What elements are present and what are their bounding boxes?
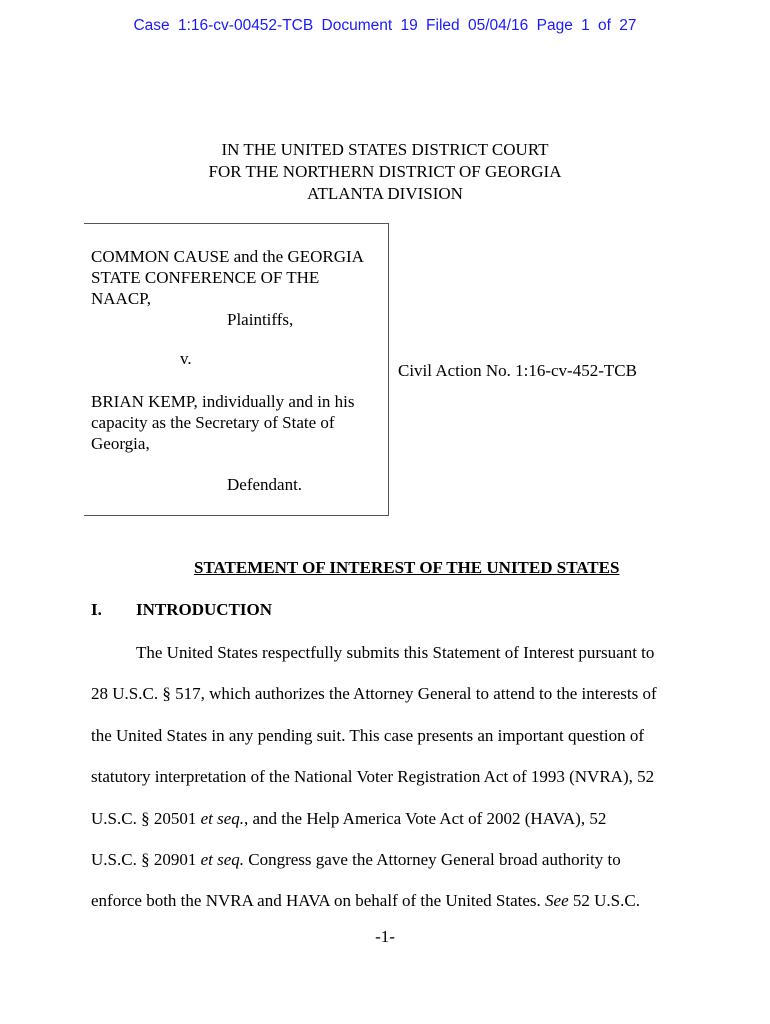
page-number: -1- <box>375 927 395 946</box>
defendant-line-3: Georgia, <box>91 434 150 453</box>
body-line-5-text-b: , and the Help America Vote Act of 2002 (HAVA), 52 <box>244 809 607 828</box>
plaintiffs-line-1: COMMON CAUSE and the GEORGIA <box>91 247 364 266</box>
body-line-1: The United States respectfully submits this Statement of Interest pursuant to <box>136 643 655 662</box>
court-name-line-1: IN THE UNITED STATES DISTRICT COURT <box>221 140 549 159</box>
body-line-7-italic: See <box>545 891 569 910</box>
body-line-6-text-b: Congress gave the Attorney General broad authority to <box>244 850 621 869</box>
plaintiffs-role: Plaintiffs, <box>227 310 294 329</box>
body-line-6-text-a: U.S.C. § 20901 <box>91 850 201 869</box>
plaintiffs-line-2: STATE CONFERENCE OF THE <box>91 268 320 287</box>
court-division: ATLANTA DIVISION <box>307 184 463 203</box>
ecf-header <box>0 17 770 35</box>
header-document-number: Document 19 <box>321 17 418 34</box>
body-line-7-text-a: enforce both the NVRA and HAVA on behalf of the United States. <box>91 891 546 910</box>
defendant-line-2: capacity as the Secretary of State of <box>91 413 335 432</box>
body-line-5-italic: et seq. <box>200 809 245 828</box>
header-filed-date: Filed 05/04/16 <box>426 17 529 34</box>
body-line-5-text-a: U.S.C. § 20501 <box>91 809 201 828</box>
body-line-3: the United States in any pending suit. This case presents an important question of <box>91 726 645 745</box>
civil-action-number: Civil Action No. 1:16-cv-452-TCB <box>398 361 637 380</box>
section-title: INTRODUCTION <box>136 600 273 619</box>
header-page-count: Page 1 of 27 <box>536 17 637 34</box>
body-line-6 <box>91 850 621 870</box>
body-line-4: statutory interpretation of the National Voter Registration Act of 1993 (NVRA), 52 <box>91 767 655 786</box>
section-number: I. <box>91 600 102 619</box>
body-line-7 <box>91 891 640 911</box>
header-case-number: Case 1:16-cv-00452-TCB <box>133 17 314 34</box>
body-line-6-italic: et seq. <box>200 850 245 869</box>
body-line-2: 28 U.S.C. § 517, which authorizes the Attorney General to attend to the interests of <box>91 684 657 703</box>
body-line-5 <box>91 809 606 829</box>
versus: v. <box>180 349 192 368</box>
defendant-role: Defendant. <box>227 475 303 494</box>
document-title: STATEMENT OF INTEREST OF THE UNITED STATES <box>194 558 620 577</box>
court-name-line-2: FOR THE NORTHERN DISTRICT OF GEORGIA <box>208 162 562 181</box>
body-line-7-text-b: 52 U.S.C. <box>568 891 640 910</box>
plaintiffs-line-3: NAACP, <box>91 289 151 308</box>
defendant-line-1: BRIAN KEMP, individually and in his <box>91 392 355 411</box>
